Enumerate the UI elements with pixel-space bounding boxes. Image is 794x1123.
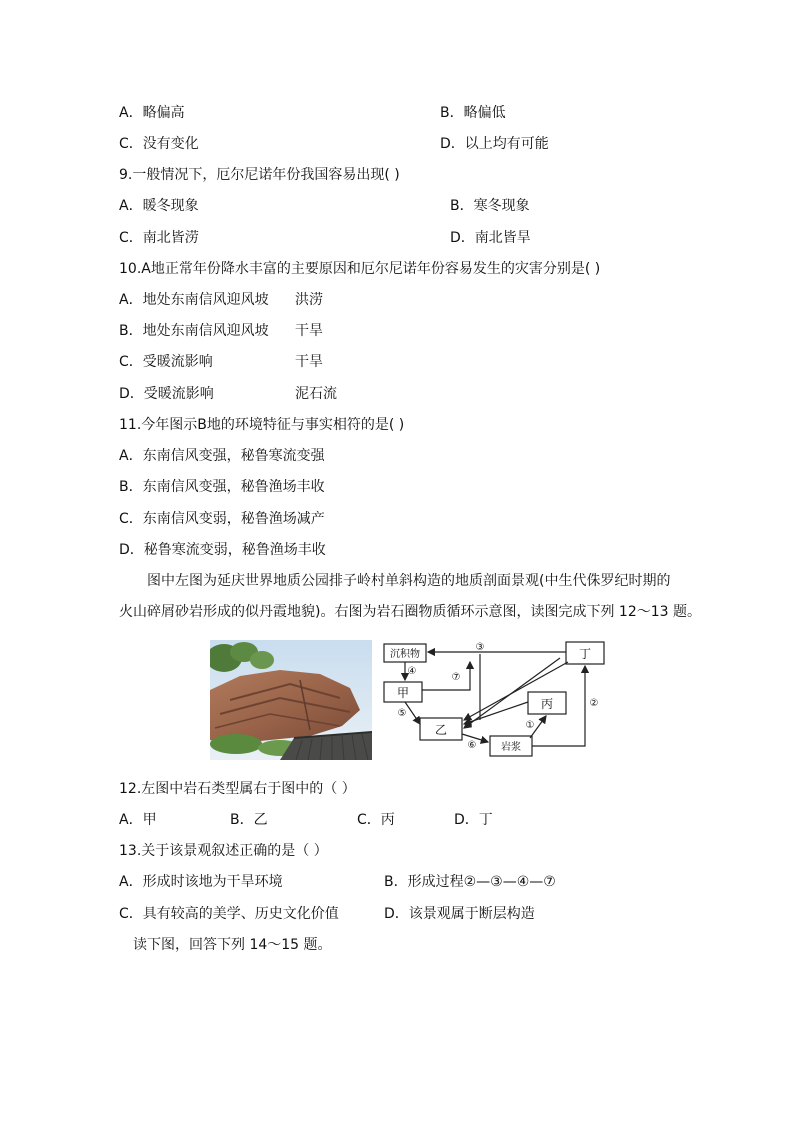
q9-option-b: B．寒冬现象	[450, 198, 530, 214]
rock-cycle-diagram	[380, 640, 610, 762]
q13-option-a: A．形成时该地为干旱环境	[119, 874, 283, 890]
q12-option-b: B．乙	[230, 812, 268, 828]
q13-stem: 13.关于该景观叙述正确的是（ ）	[119, 843, 328, 859]
q8-option-c: C．没有变化	[119, 136, 199, 152]
q10-option-a: A．地处东南信风迎风坡	[119, 292, 269, 308]
num-6: ⑥	[467, 740, 477, 751]
q10-option-a-hazard: 洪涝	[295, 292, 323, 308]
q9-stem: 9.一般情况下，厄尔尼诺年份我国容易出现( )	[119, 167, 400, 183]
q9-option-a: A．暖冬现象	[119, 198, 199, 214]
q9-option-d: D．南北皆旱	[450, 230, 531, 246]
q10-stem: 10.A地正常年份降水丰富的主要原因和厄尔尼诺年份容易发生的灾害分别是( )	[119, 261, 601, 277]
q9-option-c: C．南北皆涝	[119, 230, 199, 246]
q8-option-b: B．略偏低	[440, 105, 506, 121]
q12-stem: 12.左图中岩石类型属右于图中的（ ）	[119, 781, 356, 797]
section-14-15-intro: 读下图，回答下列 14～15 题。	[133, 937, 332, 953]
intro-line-2: 火山碎屑砂岩形成的似丹霞地貌)。右图为岩石圈物质循环示意图，读图完成下列 12～13 题。	[119, 604, 701, 620]
q11-option-d: D．秘鲁寒流变弱，秘鲁渔场丰收	[119, 542, 326, 558]
q10-option-c-hazard: 干旱	[295, 354, 323, 370]
q12-option-a: A．甲	[119, 812, 157, 828]
label-ding: 丁	[578, 647, 592, 661]
label-bing: 丙	[540, 697, 554, 711]
danxia-landform-photo	[210, 640, 372, 760]
q13-option-b: B．形成过程②—③—④—⑦	[384, 874, 556, 890]
num-7: ⑦	[451, 672, 461, 683]
label-jia: 甲	[396, 686, 410, 700]
label-magma: 岩浆	[501, 742, 521, 753]
q10-option-b-hazard: 干旱	[295, 323, 323, 339]
num-5: ⑤	[397, 708, 407, 719]
num-3: ③	[475, 642, 485, 653]
q10-option-d: D．受暖流影响	[119, 386, 214, 402]
q12-option-c: C．丙	[357, 812, 395, 828]
num-4: ④	[407, 666, 417, 677]
danxia-photo-drawing	[210, 640, 372, 760]
q11-option-b: B．东南信风变强，秘鲁渔场丰收	[119, 479, 325, 495]
intro-line-1: 图中左图为延庆世界地质公园排子岭村单斜构造的地质剖面景观(中生代侏罗纪时期的	[147, 573, 671, 589]
q12-option-d: D．丁	[454, 812, 493, 828]
q13-option-d: D．该景观属于断层构造	[384, 906, 535, 922]
q8-option-d: D．以上均有可能	[440, 136, 549, 152]
q13-option-c: C．具有较高的美学、历史文化价值	[119, 906, 339, 922]
q11-option-c: C．东南信风变弱，秘鲁渔场减产	[119, 511, 325, 527]
q10-option-d-hazard: 泥石流	[295, 386, 337, 402]
q8-option-a: A．略偏高	[119, 105, 185, 121]
num-1: ①	[525, 720, 535, 731]
label-sediment: 沉积物	[390, 649, 420, 660]
label-yi: 乙	[434, 723, 448, 737]
q10-option-c: C．受暖流影响	[119, 354, 213, 370]
q11-option-a: A．东南信风变强，秘鲁寒流变强	[119, 448, 325, 464]
q11-stem: 11.今年图示B地的环境特征与事实相符的是( )	[119, 417, 405, 433]
num-2: ②	[589, 698, 599, 709]
q10-option-b: B．地处东南信风迎风坡	[119, 323, 269, 339]
